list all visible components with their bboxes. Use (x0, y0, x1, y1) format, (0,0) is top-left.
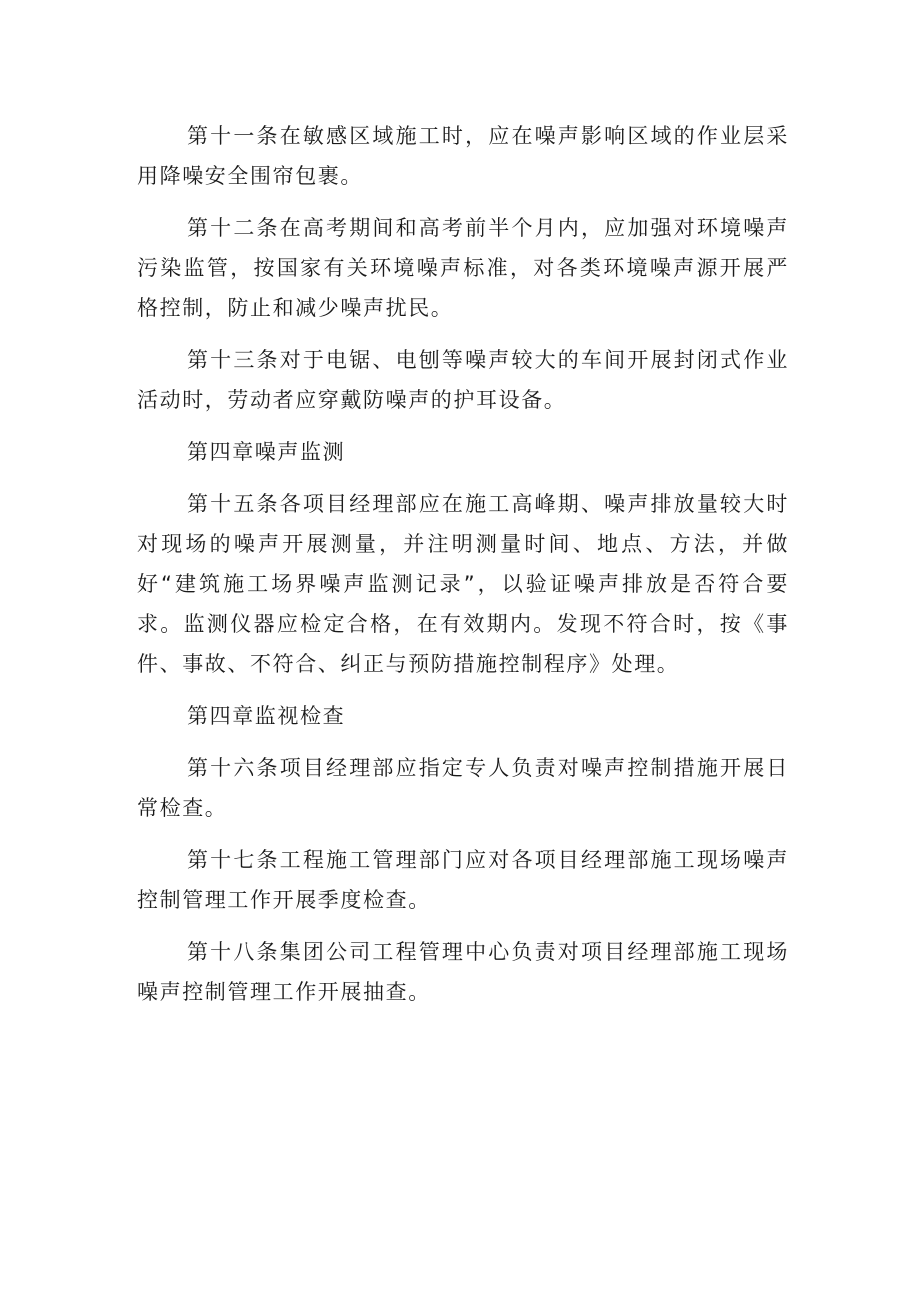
document-body (137, 116, 789, 1024)
article-12: 第十二条在高考期间和高考前半个月内，应加强对环境噪声污染监管，按国家有关环境噪声标准，对各类环境噪声源开展严格控制，防止和减少噪声扰民。 (137, 216, 789, 320)
chapter-heading-inspection: 第四章监视检查 (187, 704, 346, 728)
article-11: 第十一条在敏感区域施工时，应在噪声影响区域的作业层采用降噪安全围帘包裹。 (137, 124, 789, 188)
article-13: 第十三条对于电锯、电刨等噪声较大的车间开展封闭式作业活动时，劳动者应穿戴防噪声的护耳设备。 (137, 348, 789, 412)
article-18: 第十八条集团公司工程管理中心负责对项目经理部施工现场噪声控制管理工作开展抽查。 (137, 940, 789, 1004)
article-15: 第十五条各项目经理部应在施工高峰期、噪声排放量较大时对现场的噪声开展测量，并注明测量时间、地点、方法，并做好“建筑施工场界噪声监测记录”，以验证噪声排放是否符合要求。监测仪器应检定合格，在有效期内。发现不符合时，按《事件、事故、不符合、纠正与预防措施控制程序》处理。 (137, 492, 789, 676)
chapter-heading-noise-monitoring: 第四章噪声监测 (187, 440, 346, 464)
article-17: 第十七条工程施工管理部门应对各项目经理部施工现场噪声控制管理工作开展季度检查。 (137, 848, 789, 912)
article-16: 第十六条项目经理部应指定专人负责对噪声控制措施开展日常检查。 (137, 756, 789, 820)
